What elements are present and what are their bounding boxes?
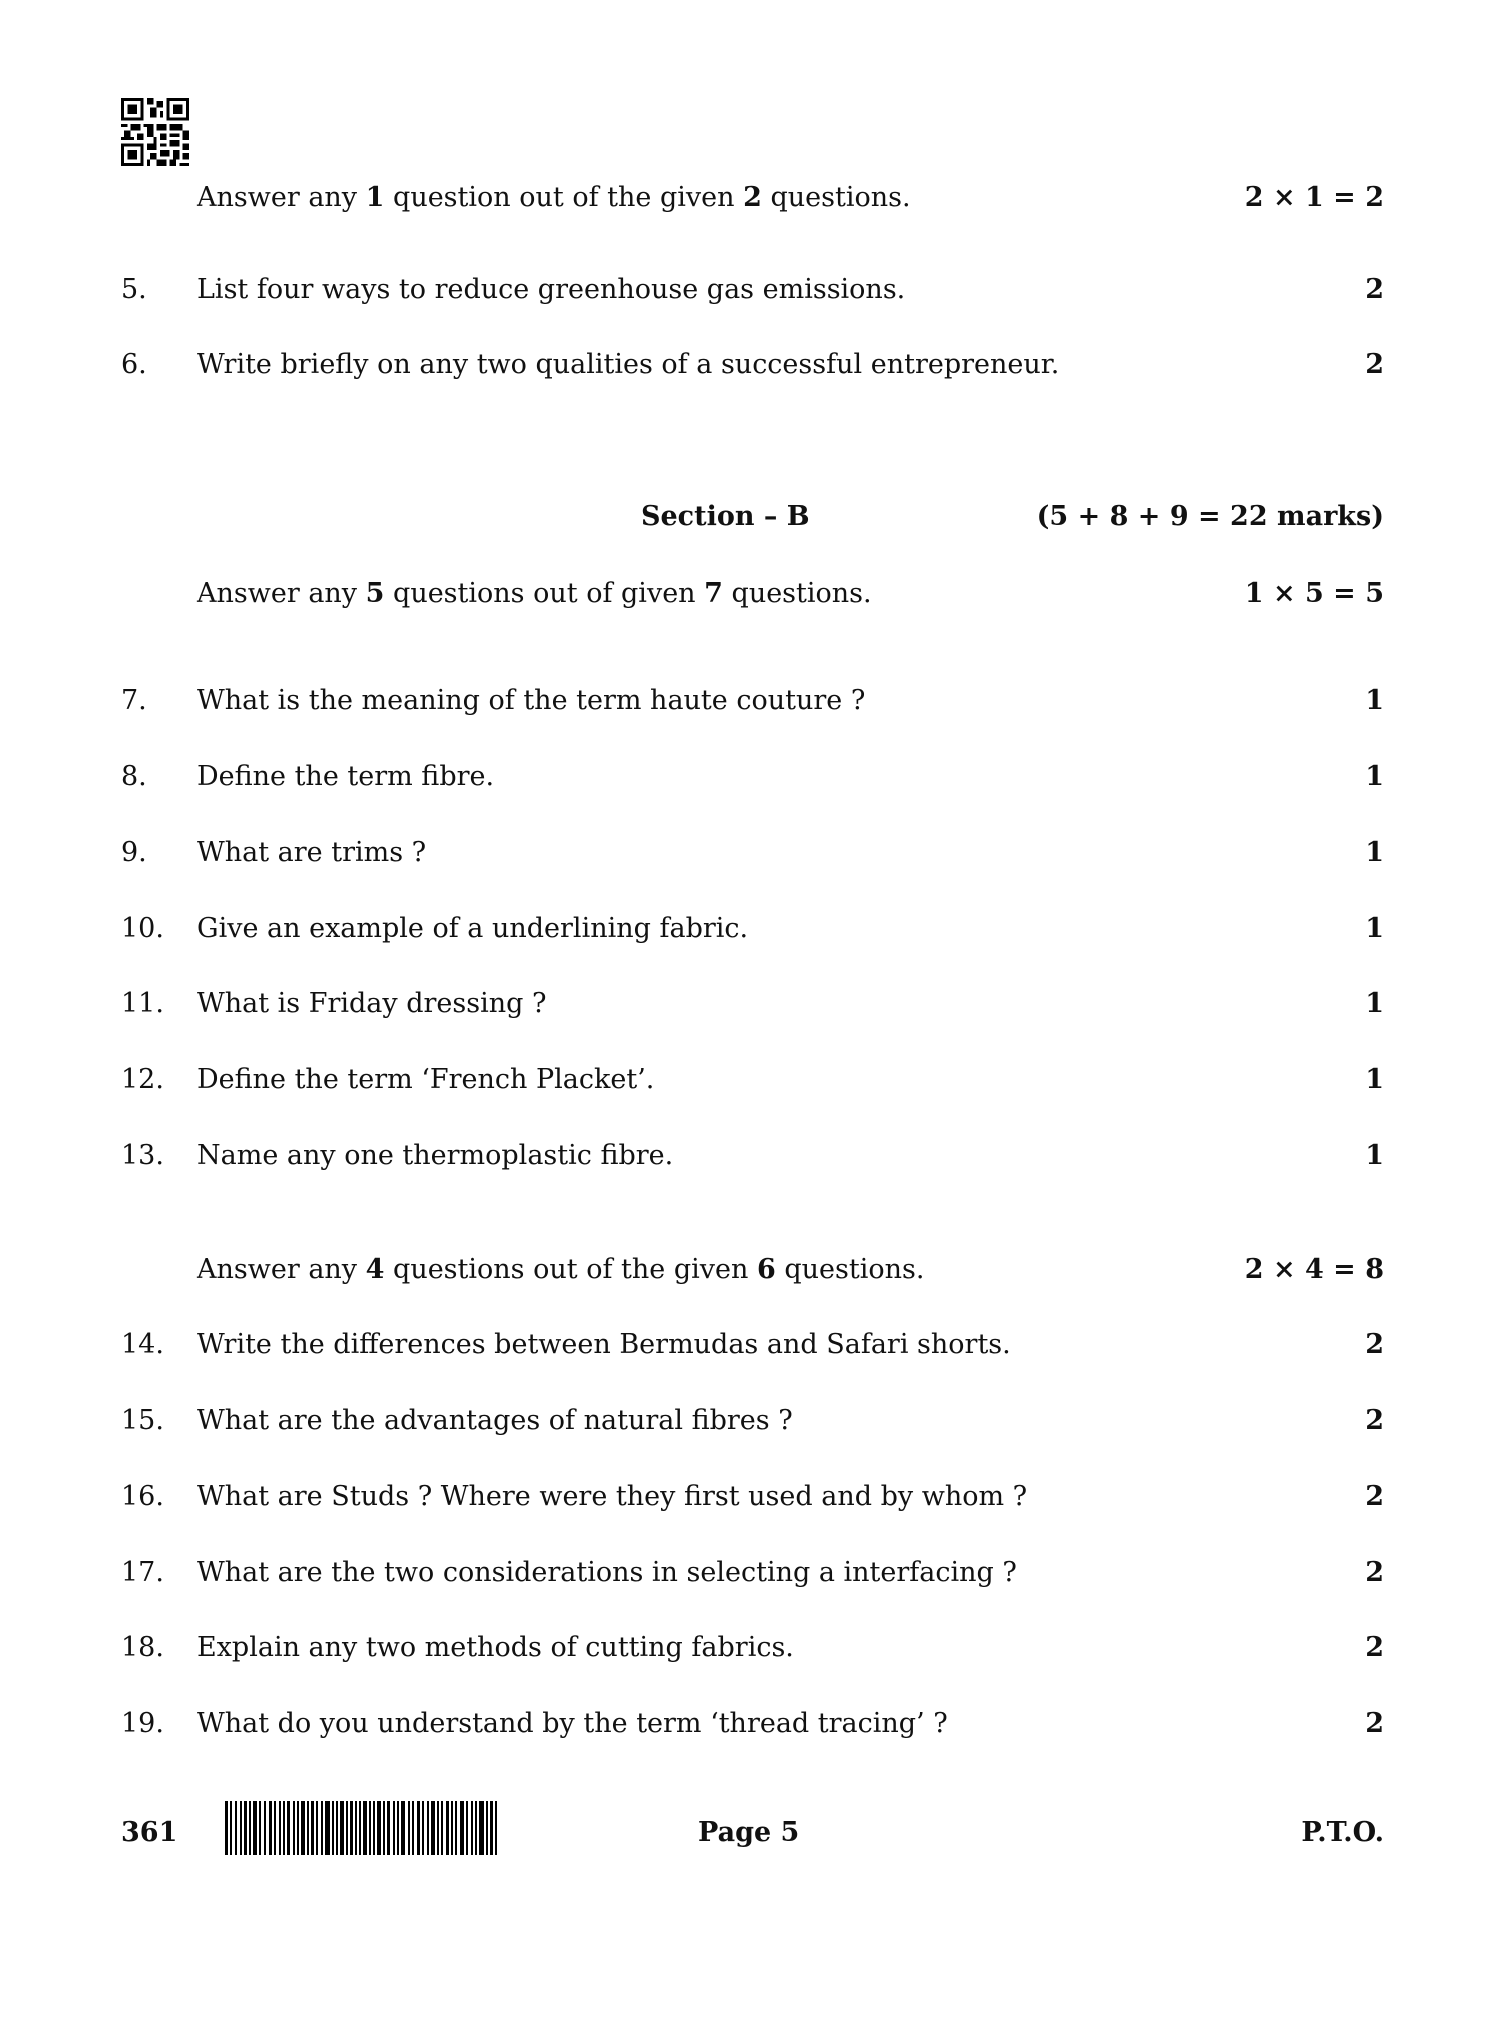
instruction-row [0, 577, 1505, 611]
question-number: 15. [121, 1405, 164, 1436]
question-row [0, 760, 1505, 794]
question-marks: 2 [1365, 1329, 1384, 1360]
question-row [0, 273, 1505, 307]
question-marks: 2 [1365, 349, 1384, 380]
question-number: 9. [121, 837, 147, 868]
question-marks: 2 [1365, 1632, 1384, 1663]
question-text: Define the term ‘French Placket’. [197, 1064, 655, 1095]
question-row [0, 1556, 1505, 1590]
question-text: What is Friday dressing ? [197, 988, 547, 1019]
question-marks: 2 [1365, 1481, 1384, 1512]
question-number: 10. [121, 913, 164, 944]
question-text: List four ways to reduce greenhouse gas emissions. [197, 274, 906, 305]
marks-scheme: 1 × 5 = 5 [1244, 578, 1384, 609]
question-text: What do you understand by the term ‘thread tracing’ ? [197, 1708, 948, 1739]
question-number: 6. [121, 349, 147, 380]
question-text: Explain any two methods of cutting fabrics. [197, 1632, 794, 1663]
question-number: 7. [121, 685, 147, 716]
instruction-text: Answer any 5 questions out of given 7 questions. [197, 578, 872, 609]
question-row [0, 1404, 1505, 1438]
question-number: 16. [121, 1481, 164, 1512]
barcode-icon [225, 1801, 497, 1855]
instruction-text: Answer any 1 question out of the given 2 questions. [197, 182, 911, 213]
question-text: What are the advantages of natural fibres ? [197, 1405, 793, 1436]
question-text: What is the meaning of the term haute couture ? [197, 685, 866, 716]
question-marks: 2 [1365, 1708, 1384, 1739]
question-text: Write the differences between Bermudas and Safari shorts. [197, 1329, 1011, 1360]
question-number: 11. [121, 988, 164, 1019]
qr-code-icon [121, 98, 189, 166]
question-row [0, 1480, 1505, 1514]
question-row [0, 912, 1505, 946]
question-row [0, 684, 1505, 718]
question-row [0, 348, 1505, 382]
question-text: Define the term fibre. [197, 761, 495, 792]
question-marks: 1 [1365, 988, 1384, 1019]
section-total-marks: (5 + 8 + 9 = 22 marks) [1036, 501, 1384, 532]
question-number: 12. [121, 1064, 164, 1095]
question-row [0, 1631, 1505, 1665]
question-text: What are trims ? [197, 837, 427, 868]
section-header [0, 500, 1505, 534]
page-number: Page 5 [698, 1817, 800, 1848]
instruction-row [0, 181, 1505, 215]
question-number: 14. [121, 1329, 164, 1360]
question-marks: 1 [1365, 837, 1384, 868]
question-row [0, 1328, 1505, 1362]
question-marks: 1 [1365, 761, 1384, 792]
marks-scheme: 2 × 1 = 2 [1244, 182, 1384, 213]
marks-scheme: 2 × 4 = 8 [1244, 1254, 1384, 1285]
instruction-row [0, 1253, 1505, 1287]
question-row [0, 1707, 1505, 1741]
question-number: 8. [121, 761, 147, 792]
question-marks: 2 [1365, 1405, 1384, 1436]
question-row [0, 836, 1505, 870]
instruction-text: Answer any 4 questions out of the given 6 questions. [197, 1254, 925, 1285]
question-row [0, 987, 1505, 1021]
question-marks: 2 [1365, 1557, 1384, 1588]
question-text: Write briefly on any two qualities of a successful entrepreneur. [197, 349, 1060, 380]
question-text: What are Studs ? Where were they first used and by whom ? [197, 1481, 1028, 1512]
section-title: Section – B [641, 501, 810, 532]
question-row [0, 1139, 1505, 1173]
question-number: 13. [121, 1140, 164, 1171]
question-number: 19. [121, 1708, 164, 1739]
question-row [0, 1063, 1505, 1097]
question-marks: 1 [1365, 1140, 1384, 1171]
question-number: 18. [121, 1632, 164, 1663]
question-text: Give an example of a underlining fabric. [197, 913, 749, 944]
question-text: Name any one thermoplastic fibre. [197, 1140, 674, 1171]
question-number: 5. [121, 274, 147, 305]
question-marks: 1 [1365, 913, 1384, 944]
question-number: 17. [121, 1557, 164, 1588]
paper-code: 361 [121, 1817, 178, 1848]
question-marks: 1 [1365, 1064, 1384, 1095]
please-turn-over: P.T.O. [1301, 1817, 1384, 1848]
question-marks: 1 [1365, 685, 1384, 716]
question-marks: 2 [1365, 274, 1384, 305]
question-text: What are the two considerations in selecting a interfacing ? [197, 1557, 1017, 1588]
